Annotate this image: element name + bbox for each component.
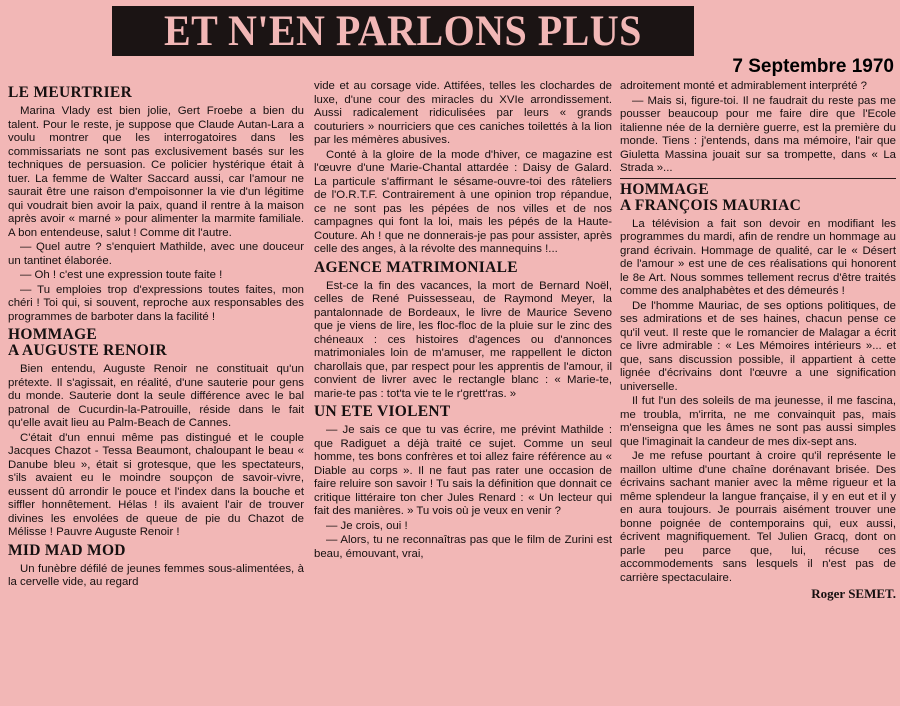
paragraph: Est-ce la fin des vacances, la mort de Bernard Noël, celles de René Puissesseau, de Raymond Meyer, la pantalonnade de Bordeaux, le livre de Maurice Seveno que je viens de lire, les floc-floc de la pluie sur le zinc des chéneaux : ces histoires d'agences ou d'annonces matrimoniales loin de m'amuser, me rappellent le dicton charollais que, par respect pour les apprentis de l'amour, il convient de livrer avec le rectangle blanc : « Marie-te, marie-te pas : tot'ta vie te le r'grett'ras. » [314, 279, 612, 400]
paragraph: — Tu emploies trop d'expressions toutes faites, mon chéri ! Toi qui, si souvent, reproche aux responsables des programmes de barboter dans la facilité ! [8, 283, 304, 323]
heading-line: HOMMAGE [8, 326, 98, 343]
paragraph: — Oh ! c'est une expression toute faite ! [20, 269, 223, 281]
column-3 [620, 80, 896, 702]
column-2 [314, 80, 612, 702]
paragraph: Un funèbre défilé de jeunes femmes sous-alimentées, à la cervelle vide, au regard [8, 562, 304, 588]
paragraph: adroitement monté et admirablement interprété ? [620, 80, 867, 92]
paragraph: Conté à la gloire de la mode d'hiver, ce magazine est l'œuvre d'une Marie-Chantal attardée : Daisy de Galard. La particule s'affirmant le sésame-ouvre-toi des râteliers de l'O.R.T.F. Contrairement à une opinion trop répandue, ce ne sont pas les pépées de nos villes et de nos campagnes qui font la loi, mais les pépés de la Haute-Couture. Ah ! que ne donnerais-je pas pour assister, après celle des anges, à la révolte des mannequins !... [314, 148, 612, 255]
masthead-title: ET N'EN PARLONS PLUS [164, 7, 642, 55]
publication-date: 7 Septembre 1970 [732, 56, 894, 77]
heading-hommage-mauriac [620, 182, 896, 214]
heading-line: A FRANÇOIS MAURIAC [620, 196, 802, 214]
paragraph: Il fut l'un des soleils de ma jeunesse, il me fascina, me troubla, m'irrita, ne me convainquit pas, mais m'enseigna que les âmes ne sont pas aussi simples que l'imaginait la candeur de mes dix-sept ans. [620, 395, 896, 448]
paragraph: Bien entendu, Auguste Renoir ne constituait qu'un prétexte. Il s'agissait, en réalité, d'une sauterie pour gens du monde. Sauterie dont la seule différence avec le bal patronal de Cucurdin-la-Patrouille, réside dans le fait qu'elle avait lieu au Palm-Beach de Cannes. [8, 363, 304, 429]
paragraph: vide et au corsage vide. Attifées, telles les clochardes de luxe, d'une cour des miracles du XVIe arrondissement. Aussi radicalement ridiculisées par leurs « grands couturiers » nourriciers que ces caniches toilettés à la lion par les mémères abusives. [314, 80, 612, 146]
paragraph: — Mais si, figure-toi. Il ne faudrait du reste pas me pousser beaucoup pour me faire dire que l'Ecole italienne née de la dernière guerre, est la première du monde. Tiens : j'entends, dans ma mémoire, l'air que Giuletta Massina jouait sur sa trompette, dans « La Strada »... [620, 94, 896, 174]
masthead-banner [112, 6, 694, 56]
heading-agence-matrimoniale: AGENCE MATRIMONIALE [314, 258, 518, 276]
paragraph: C'était d'un ennui même pas distingué et le couple Jacques Chazot - Tessa Beaumont, chaloupant le beau « Danube bleu », était si grotesque, que les spectateurs, s'ils avaient eu le moindre soupçon de savoir-vivre, eussent dû arrondir le pouce et l'index dans la bouche et siffler honnêtement. Hélas ! ils avaient l'air de trouver divines les envolées de queue de pie du Chazot de Mélisse ! Pauvre Auguste Renoir ! [8, 431, 304, 538]
author-signature: Roger SEMET. [811, 586, 896, 601]
heading-line: HOMMAGE [620, 180, 710, 198]
paragraph: De l'homme Mauriac, de ses options politiques, de ses admirations et de ses haines, chacun pense ce qu'il veut. Il reste que le romancier de Malagar a écrit ce livre admirable : « Les Mémoires intérieurs »... et que, sans discussion possible, il appartient à cette lignée d'écrivains dont l'œuvre a une signification universelle. [620, 299, 896, 393]
divider [620, 178, 896, 179]
paragraph: — Je sais ce que tu vas écrire, me prévint Mathilde : que Radiguet a déjà traité ce sujet. Comme un seul homme, tes bons confrères et toi allez faire référence au « Diable au corps ». Il ne faut pas rater une occasion de faire reluire son savoir ! Tu sais la définition que donnait ce critique littéraire ton cher Jules Renard : « Un lecteur qui fait des manières. » Tu vois où je veux en venir ? [314, 424, 612, 517]
paragraph: — Quel autre ? s'enquiert Mathilde, avec une douceur un tantinet élaborée. [8, 241, 304, 267]
paragraph: Je me refuse pourtant à croire qu'il représente le maillon ultime d'une chaîne dorénavant brisée. Des écrivains sachant manier avec la même rigueur et la même splendeur la langue française, il y en eut et il y en aura toujours. Je pourrais aisément trouver une bonne poignée de contemporains qui, eux aussi, écrivent magnifiquement. Tel Julien Gracq, dont on parle peu parce que, lui, récuse ces accommodements sans lesquels il n'est pas de carrière spectaculaire. [620, 450, 896, 584]
heading-le-meurtrier: LE MEURTRIER [8, 84, 133, 101]
paragraph: La télévision a fait son devoir en modifiant les programmes du mardi, afin de rendre un hommage au grand écrivain. Hommage de qualité, car le « Désert de l'amour » est une de ces réalisations qui honorent le 8e Art. Nous sommes tellement recrus d'être traités comme des analphabètes et des démeurés ! [620, 217, 896, 297]
heading-hommage-renoir [8, 327, 304, 359]
heading-un-ete-violent: UN ETE VIOLENT [314, 403, 451, 420]
paragraph: Marina Vlady est bien jolie, Gert Froebe a bien du talent. Pour le reste, je suppose que Claude Autan-Lara a voulu montrer que les interrogatoires dans les commissariats ne sont pas exclusivement basés sur les techniques de persuasion. Ce policier hystérique était à tuer. La femme de Walter Saccard aussi, car l'amour ne saurait être une raison d'empoisonner la vie d'un légitime qui voudrait bien avoir la paix, quand il rentre à la maison après avoir « marné » pour alimenter la marmite familiale. A bon entendeuse, salut ! Comme dit l'autre. [8, 105, 304, 239]
paragraph: — Alors, tu ne reconnaîtras pas que le film de Zurini est beau, émouvant, vrai, [314, 534, 612, 560]
paragraph: — Je crois, oui ! [326, 519, 408, 532]
column-1 [8, 82, 304, 704]
heading-mid-mad-mod: MID MAD MOD [8, 541, 126, 559]
heading-line: A AUGUSTE RENOIR [8, 342, 167, 359]
